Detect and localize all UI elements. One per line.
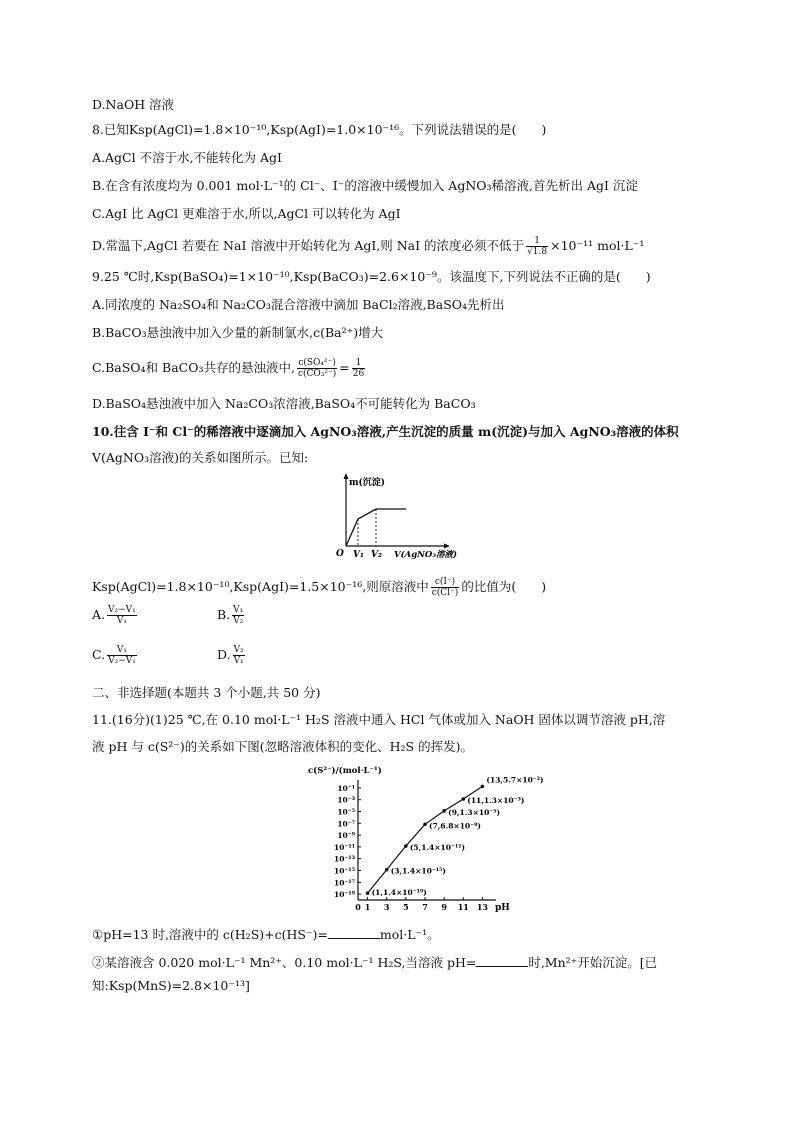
q8-d-fraction: $\frac{1}{√1.8}$: [527, 236, 548, 257]
chart-data-label: (5,1.4×10⁻¹¹): [409, 843, 466, 853]
chart-data-point: [461, 797, 465, 801]
chart-x-tick-label: 7: [422, 902, 428, 912]
chart-y-tick-label: 10⁻⁹: [337, 831, 355, 841]
graph-v1: V₁: [353, 550, 364, 560]
chart-x-tick-label: 0: [355, 902, 361, 912]
graph-v2: V₂: [371, 550, 382, 560]
chart-x-tick-label: 13: [476, 902, 488, 912]
q8-option-d: [92, 236, 644, 257]
q10-ratio: $\frac{c(I^-)}{c(Cl^-)}$: [431, 577, 459, 598]
chart-data-label: (13,5.7×10⁻²): [486, 775, 544, 785]
chart-x-label: pH: [495, 903, 510, 913]
graph-origin: O: [336, 549, 344, 559]
q10-ksp-text: Ksp(AgCl)=1.8×10⁻¹⁰,Ksp(AgI)=1.5×10⁻¹⁶,则原溶液中: [92, 579, 429, 594]
chart-y-tick-label: 10⁻⁵: [337, 807, 355, 817]
option-fraction: $\frac{\text{V₁}}{\text{V₂−V₁}}$: [108, 645, 136, 666]
q11-stem-line2: 液 pH 与 c(S²⁻)的关系如下图(忽略溶液体积的变化、H₂S 的挥发)。: [92, 739, 473, 754]
answer-blank-2[interactable]: [476, 954, 528, 967]
chart-y-tick-label: 10⁻¹⁹: [334, 890, 355, 900]
q8-d-unit: ×10⁻¹¹ mol·L⁻¹: [550, 238, 645, 253]
option-fraction: $\frac{\text{V₂}}{\text{V₁}}$: [233, 645, 244, 666]
section-heading: 二、非选择题(本题共 3 个小题,共 50 分): [92, 685, 321, 700]
q8-option-b: B.在含有浓度均为 0.001 mol·L⁻¹的 Cl⁻、I⁻的溶液中缓慢加入 AgNO₃稀溶液,首先析出 AgI 沉淀: [92, 178, 638, 193]
q11-sub2-text: ②某溶液含 0.020 mol·L⁻¹ Mn²⁺、0.10 mol·L⁻¹ H₂S,当溶液 pH=: [92, 955, 477, 970]
chart-data-point: [404, 844, 408, 848]
chart-data-label: (3,1.4×10⁻¹⁵): [390, 866, 446, 876]
q10-option-c: [92, 645, 139, 666]
q9-c-equals: =: [339, 360, 350, 375]
q8-option-c: C.AgI 比 AgCl 更难溶于水,所以,AgCl 可以转化为 AgI: [92, 206, 401, 221]
q11-sub1-unit: mol·L⁻¹。: [379, 927, 440, 942]
q8-d-text: D.常温下,AgCl 若要在 NaI 溶液中开始转化为 AgI,则 NaI 的浓度必须不低于: [92, 238, 525, 253]
chart-x-tick-label: 5: [403, 902, 409, 912]
option-letter: D.: [217, 647, 231, 662]
q10-option-b: [217, 605, 246, 626]
chart-y-tick-label: 10⁻¹⁵: [334, 866, 355, 876]
graph-x-label: V(AgNO₃溶液): [394, 550, 458, 560]
chart-y-tick-label: 10⁻⁷: [337, 819, 355, 829]
q9-option-d: D.BaSO₄悬浊液中加入 Na₂CO₃浓溶液,BaSO₄不可能转化为 BaCO₃: [92, 396, 476, 411]
q10-stem-line2: V(AgNO₃溶液)的关系如图所示。已知:: [92, 450, 309, 465]
q11-sub1: [92, 926, 440, 943]
option-letter: B.: [217, 607, 231, 622]
q11-sub1-text: ①pH=13 时,溶液中的 c(H₂S)+c(HS⁻)=: [92, 927, 328, 942]
option-letter: A.: [92, 607, 106, 622]
option-letter: C.: [92, 647, 106, 662]
chart-y-tick-label: 10⁻¹⁷: [334, 878, 355, 888]
chart-y-tick-label: 10⁻³: [337, 795, 355, 805]
q9-c-ratio: $\frac{\text{c(SO₄²⁻)}}{\text{c(CO₃²⁻)}}$: [297, 358, 337, 379]
graph-y-label: m(沉淀): [349, 478, 386, 488]
chart-x-tick-label: 11: [457, 902, 469, 912]
answer-blank-1[interactable]: [328, 926, 380, 939]
option-fraction: $\frac{\text{V₁}}{\text{V₂}}$: [233, 605, 244, 626]
chart-x-tick-label: 3: [383, 902, 390, 912]
chart-y-tick-label: 10⁻¹¹: [334, 842, 355, 852]
chart-data-point: [423, 823, 427, 827]
option-fraction: $\frac{\text{V₂−V₁}}{\text{V₁}}$: [108, 605, 136, 626]
chart-data-label: (1,1.4×10⁻¹⁹): [371, 888, 427, 898]
q9-c-value: $\frac{1}{26}$: [352, 358, 365, 379]
q8-option-a: A.AgCl 不溶于水,不能转化为 AgI: [92, 150, 282, 165]
q11-sub2: [92, 954, 657, 971]
q9-option-a: A.同浓度的 Na₂SO₄和 Na₂CO₃混合溶液中滴加 BaCl₂溶液,BaSO₄先析出: [92, 297, 505, 312]
q9-c-text: C.BaSO₄和 BaCO₃共存的悬浊液中,: [92, 360, 295, 375]
chart-y-tick-label: 10⁻¹³: [334, 854, 355, 864]
chart-data-point: [481, 785, 485, 789]
chart-data-point: [366, 891, 370, 895]
chart-data-point: [385, 868, 389, 872]
q10-ksp-line: [92, 577, 546, 598]
chart-x-tick-label: 9: [441, 902, 447, 912]
q9-stem: 9.25 ℃时,Ksp(BaSO₄)=1×10⁻¹⁰,Ksp(BaCO₃)=2.6×10⁻⁹。该温度下,下列说法不正确的是( ): [92, 269, 651, 284]
chart-x-tick-label: 1: [364, 902, 371, 912]
chart-y-tick-label: 10⁻¹: [337, 783, 355, 793]
chart-data-label: (9,1.3×10⁻⁵): [448, 807, 501, 817]
q11-ph-chart: [300, 762, 544, 914]
chart-data-label: (7,6.8×10⁻⁸): [429, 821, 481, 831]
q10-option-a: [92, 605, 139, 626]
chart-series-line: [368, 786, 483, 893]
q8-stem: 8.已知Ksp(AgCl)=1.8×10⁻¹⁰,Ksp(AgI)=1.0×10⁻¹⁶。下列说法错误的是( ): [92, 122, 547, 137]
q10-stem-line1: 10.往含 I⁻和 Cl⁻的稀溶液中逐滴加入 AgNO₃溶液,产生沉淀的质量 m(沉淀)与加入 AgNO₃溶液的体积: [92, 424, 679, 439]
chart-data-point: [442, 809, 446, 813]
q9-option-b: B.BaCO₃悬浊液中加入少量的新制氯水,c(Ba²⁺)增大: [92, 325, 384, 340]
q11-stem-line1: 11.(16分)(1)25 ℃,在 0.10 mol·L⁻¹ H₂S 溶液中通入 HCl 气体或加入 NaOH 固体以调节溶液 pH,溶: [92, 712, 666, 727]
q10-precipitate-graph: [334, 472, 464, 560]
q11-sub2-tail: 时,Mn²⁺开始沉淀。[已: [528, 955, 658, 970]
q10-option-d: [217, 645, 247, 666]
q11-sub2-line2: 知:Ksp(MnS)=2.8×10⁻¹³]: [92, 978, 250, 993]
q9-option-c: [92, 358, 367, 379]
chart-y-label: c(S²⁻)/(mol·L⁻¹): [308, 766, 382, 776]
q7-option-d: D.NaOH 溶液: [92, 97, 175, 112]
q10-ksp-tail: 的比值为( ): [461, 579, 547, 594]
chart-data-label: (11,1.3×10⁻³): [467, 796, 525, 806]
